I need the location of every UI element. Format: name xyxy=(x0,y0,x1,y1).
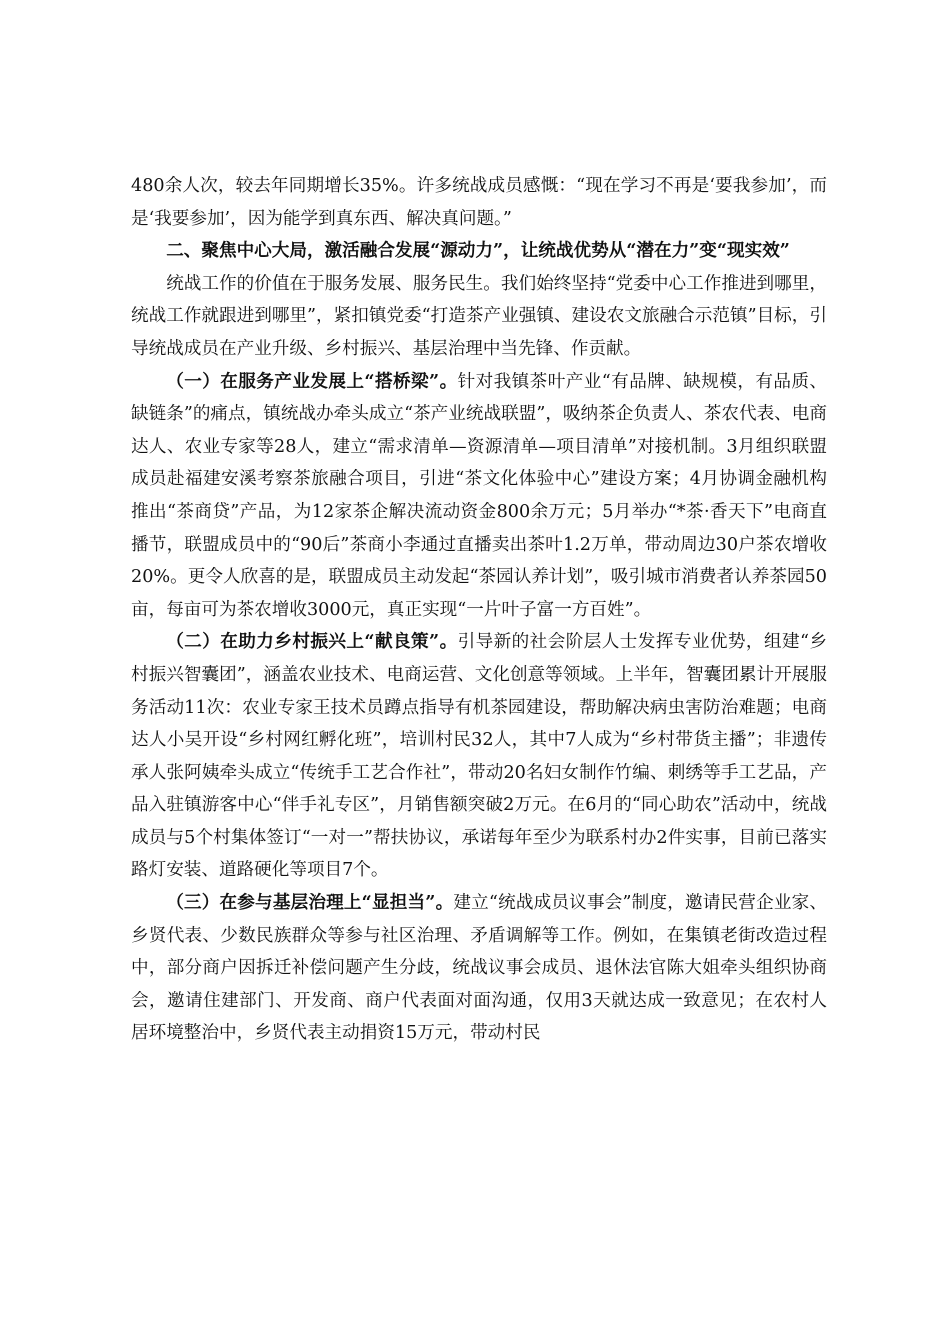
section-intro-paragraph: 统战工作的价值在于服务发展、服务民生。我们始终坚持“党委中心工作推进到哪里，统战工作就跟进到哪里”，紧扣镇党委“打造茶产业强镇、建设农文旅融合示范镇”目标，引导统战成员在产业升级、乡村振兴、基层治理中当先锋、作贡献。 xyxy=(131,273,827,359)
subsection-paragraph-1 xyxy=(131,366,827,627)
subsection-body-2: 引导新的社会阶层人士发挥专业优势，组建“乡村振兴智囊团”，涵盖农业技术、电商运营、文化创意等领域。上半年，智囊团累计开展服务活动11次：农业专家王技术员蹲点指导有机茶园建设，帮助解决病虫害防治难题；电商达人小吴开设“乡村网红孵化班”，培训村民32人，其中7人成为“乡村带货主播”；非遗传承人张阿姨牵头成立“传统手工艺合作社”，带动20名妇女制作竹编、刺绣等手工艺品，产品入驻镇游客中心“伴手礼专区”，月销售额突破2万元。在6月的“同心助农”活动中，统战成员与5个村集体签订“一对一”帮扶协议，承诺每年至少为联系村办2件实事，目前已落实路灯安装、道路硬化等项目7个。 xyxy=(131,632,827,881)
subsection-title-1: （一）在服务产业发展上“搭桥梁”。 xyxy=(166,370,458,392)
subsection-body-3: 建立“统战成员议事会”制度，邀请民营企业家、乡贤代表、少数民族群众等参与社区治理、矛盾调解等工作。例如，在集镇老街改造过程中，部分商户因拆迁补偿问题产生分歧，统战议事会成员、退休法官陈大姐牵头组织协商会，邀请住建部门、开发商、商户代表面对面沟通，仅用3天就达成一致意见；在农村人居环境整治中，乡贤代表主动捐资15万元，带动村民 xyxy=(131,893,827,1044)
subsection-paragraph-2 xyxy=(131,626,827,887)
subsection-title-3: （三）在参与基层治理上“显担当”。 xyxy=(166,892,454,914)
subsection-title-2: （二）在助力乡村振兴上“献良策”。 xyxy=(166,631,458,653)
subsection-paragraph-3 xyxy=(131,887,827,1050)
subsection-body-1: 针对我镇茶叶产业“有品牌、缺规模，有品质、缺链条”的痛点，镇统战办牵头成立“茶产业统战联盟”，吸纳茶企负责人、茶农代表、电商达人、农业专家等28人，建立“需求清单—资源清单—项目清单”对接机制。3月组织联盟成员赴福建安溪考察茶旅融合项目，引进“茶文化体验中心”建设方案；4月协调金融机构推出“茶商贷”产品，为12家茶企解决流动资金800余万元；5月举办“*茶·香天下”电商直播节，联盟成员中的“90后”茶商小李通过直播卖出茶叶1.2万单，带动周边30户茶农增收20%。更令人欣喜的是，联盟成员主动发起“茶园认养计划”，吸引城市消费者认养茶园50亩，每亩可为茶农增收3000元，真正实现“一片叶子富一方百姓”。 xyxy=(131,371,827,620)
paragraph-continued: 480余人次，较去年同期增长35%。许多统战成员感慨：“现在学习不再是‘要我参加’，而是‘我要参加’，因为能学到真东西、解决真问题。” xyxy=(131,176,827,229)
document-body xyxy=(131,170,827,1050)
section-heading: 二、聚焦中心大局，激活融合发展“源动力”，让统战优势从“潜在力”变“现实效” xyxy=(166,240,790,262)
